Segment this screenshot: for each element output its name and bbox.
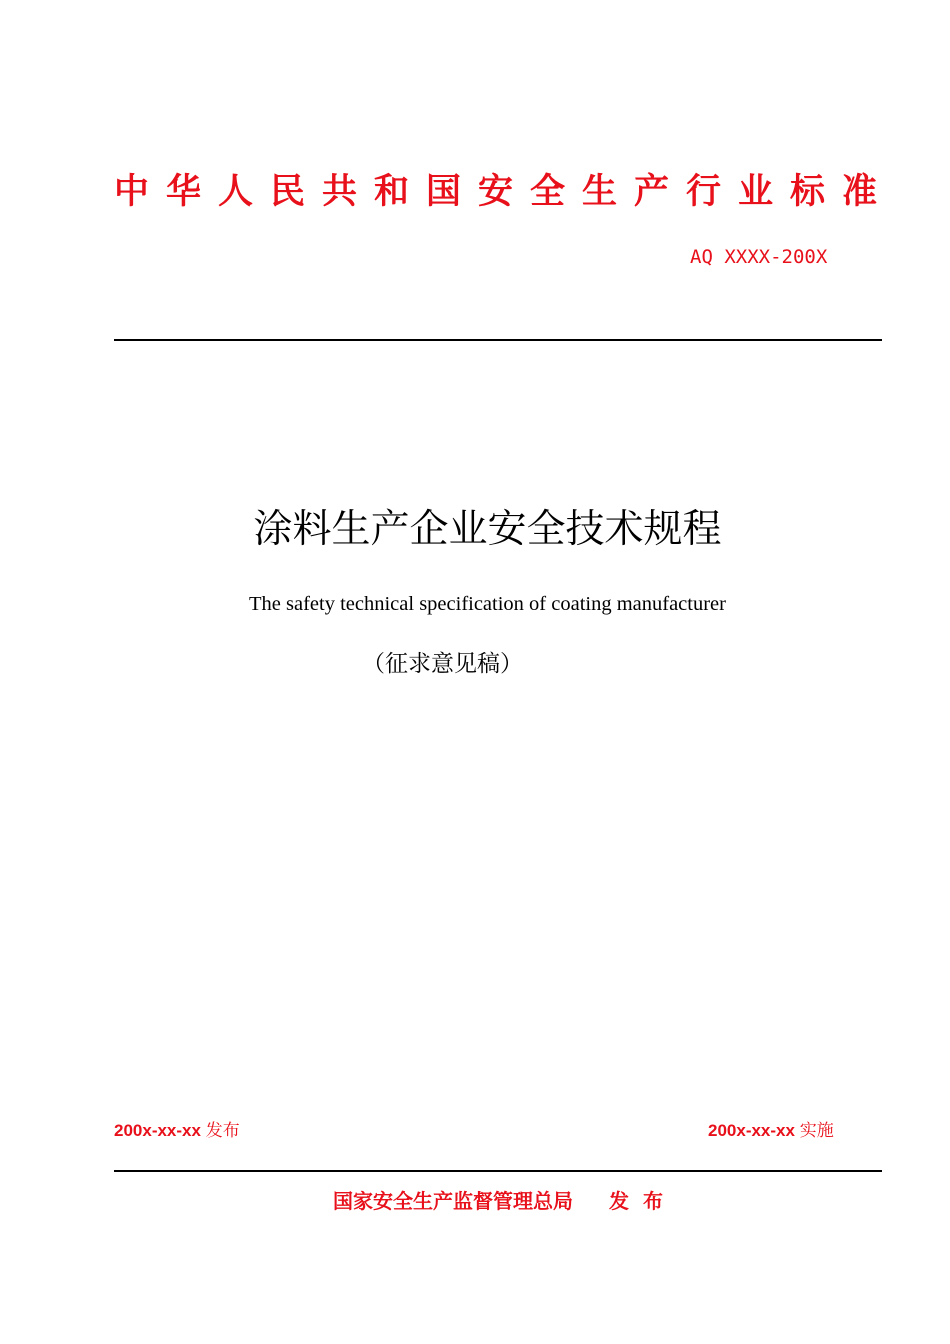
- publish-label: 发布: [205, 1121, 240, 1140]
- publish-date: 200x-xx-xx: [114, 1121, 201, 1140]
- footer-divider: [114, 1170, 882, 1172]
- publish-date-line: [114, 1120, 240, 1142]
- publisher-name: 国家安全生产监督管理总局: [333, 1189, 574, 1213]
- effective-date-line: [708, 1120, 834, 1142]
- standard-category-title: 中华人民共和国安全生产行业标准: [114, 172, 895, 212]
- effective-label: 实施: [799, 1121, 834, 1140]
- document-title: 涂料生产企业安全技术规程: [253, 507, 722, 552]
- header-divider: [114, 339, 882, 341]
- standard-code: AQ XXXX-200X: [690, 246, 828, 268]
- draft-status-note: （征求意见稿）: [362, 651, 523, 677]
- publisher-action: 发 布: [609, 1189, 663, 1213]
- effective-date: 200x-xx-xx: [708, 1121, 795, 1140]
- publisher-line: [0, 1186, 950, 1216]
- document-subtitle-english: The safety technical specification of coating manufacturer: [249, 593, 726, 615]
